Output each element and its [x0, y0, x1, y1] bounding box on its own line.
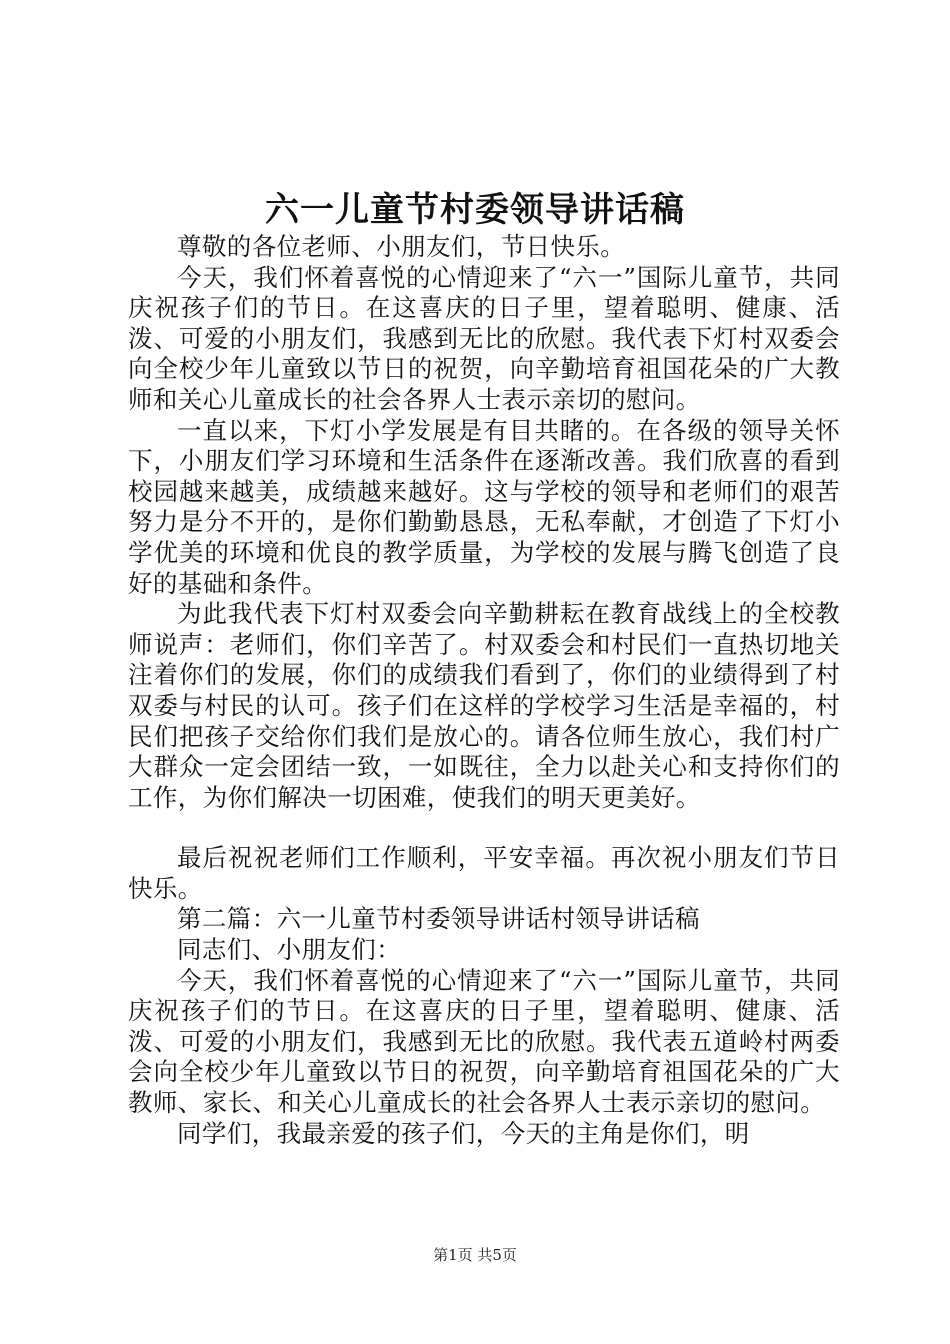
salutation-paragraph: 同志们、小朋友们： — [177, 935, 402, 965]
section-heading: 第二篇：六一儿童节村委领导讲话村领导讲话稿 — [177, 904, 700, 934]
document-title: 六一儿童节村委领导讲话稿 — [265, 190, 685, 230]
document-body — [128, 232, 840, 1149]
closing-paragraph: 最后祝祝老师们工作顺利，平安幸福。再次祝小朋友们节日快乐。 — [128, 843, 840, 903]
greeting-paragraph: 尊敬的各位老师、小朋友们，节日快乐。 — [177, 232, 626, 261]
page-number-footer: 第1页 共5页 — [433, 1246, 517, 1264]
body-paragraph: 今天，我们怀着喜悦的心情迎来了“六一”国际儿童节，共同庆祝孩子们的节日。在这喜庆的日子里，望着聪明、健康、活泼、可爱的小朋友们，我感到无比的欣慰。我代表下灯村双委会向全校少年儿童致以节日的祝贺，向辛勤培育祖国花朵的广大教师和关心儿童成长的社会各界人士表示亲切的慰问。 — [128, 262, 840, 414]
body-paragraph: 为此我代表下灯村双委会向辛勤耕耘在教育战线上的全校教师说声：老师们，你们辛苦了。村双委会和村民们一直热切地关注着你们的发展，你们的成绩我们看到了，你们的业绩得到了村双委与村民的认可。孩子们在这样的学校学习生活是幸福的，村民们把孩子交给你们我们是放心的。请各位师生放心，我们村广大群众一定会团结一致，一如既往，全力以赴关心和支持你们的工作，为你们解决一切困难，使我们的明天更美好。 — [128, 599, 840, 812]
paragraph-spacer — [128, 813, 840, 843]
body-paragraph: 同学们，我最亲爱的孩子们，今天的主角是你们，明 — [177, 1118, 750, 1148]
body-paragraph: 一直以来，下灯小学发展是有目共睹的。在各级的领导关怀下，小朋友们学习环境和生活条件在逐渐改善。我们欣喜的看到校园越来越美，成绩越来越好。这与学校的领导和老师们的艰苦努力是分不开的，是你们勤勤恳恳，无私奉献，才创造了下灯小学优美的环境和优良的教学质量，为学校的发展与腾飞创造了良好的基础和条件。 — [128, 415, 840, 598]
body-paragraph: 今天，我们怀着喜悦的心情迎来了“六一”国际儿童节，共同庆祝孩子们的节日。在这喜庆的日子里，望着聪明、健康、活泼、可爱的小朋友们，我感到无比的欣慰。我代表五道岭村两委会向全校少年儿童致以节日的祝贺，向辛勤培育祖国花朵的广大教师、家长、和关心儿童成长的社会各界人士表示亲切的慰问。 — [128, 965, 840, 1118]
